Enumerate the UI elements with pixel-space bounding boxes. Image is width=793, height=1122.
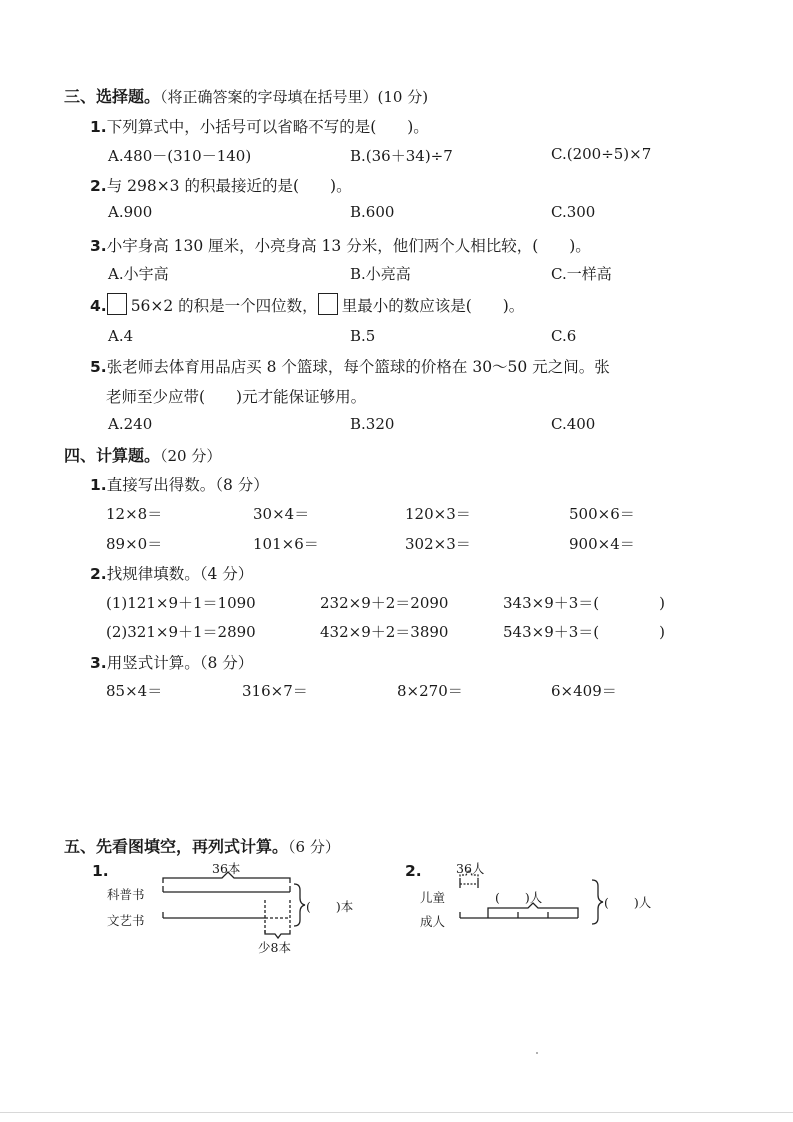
figure-2-row1-label: 儿童 <box>420 890 446 905</box>
figure-2-inner-blank[interactable]: ( )人 <box>495 890 543 905</box>
question-number: 5. <box>90 358 107 376</box>
question-text: 56×2 的积是一个四位数， <box>130 297 318 315</box>
part-number: 1. <box>90 476 107 494</box>
figure-2-adult-brace <box>488 903 578 912</box>
vertical-calc-item[interactable]: 8×270＝ <box>397 682 463 700</box>
part-label: 找规律填数。（4 分） <box>106 565 254 583</box>
question-text: 与 298×3 的积最接近的是( )。 <box>106 177 352 195</box>
section-4-note: （20 分） <box>160 447 222 465</box>
figure-2-row2-label: 成人 <box>420 914 446 929</box>
figure-number: 2. <box>405 862 422 880</box>
question-number: 1. <box>90 118 107 136</box>
figure-2-answer-blank[interactable]: ( )人 <box>604 895 652 910</box>
section-3-title: 三、选择题。 <box>64 87 161 106</box>
question-number: 3. <box>90 237 107 255</box>
part-number: 3. <box>90 654 107 672</box>
part-label: 直接写出得数。（8 分） <box>106 476 269 494</box>
option-c[interactable]: C.6 <box>551 327 577 345</box>
figure-2-top-label: 36人 <box>456 861 485 876</box>
question-text: 小宇身高 130 厘米，小亮身高 13 分米，他们两个人相比较，( )。 <box>106 237 591 255</box>
section-4-title: 四、计算题。 <box>64 446 161 465</box>
oral-calc-item[interactable]: 500×6＝ <box>569 505 635 523</box>
figure-1-top-label: 36本 <box>212 861 241 876</box>
option-a[interactable]: A.900 <box>108 203 153 221</box>
figure-1-row2-label: 文艺书 <box>107 913 145 928</box>
figure-1-diff-brace <box>265 930 290 938</box>
part-number: 2. <box>90 565 107 583</box>
option-a[interactable]: A.小宇高 <box>108 265 169 283</box>
question-number: 4. <box>90 297 107 315</box>
oral-calc-item[interactable]: 12×8＝ <box>106 505 163 523</box>
option-b[interactable]: B.600 <box>350 203 395 221</box>
option-c[interactable]: C.一样高 <box>551 265 612 283</box>
question-text: 张老师去体育用品店买 8 个篮球，每个篮球的价格在 30～50 元之间。张 <box>106 358 610 376</box>
page-bottom-edge <box>0 1112 793 1113</box>
figure-2-right-brace <box>592 880 603 924</box>
oral-calc-item[interactable]: 101×6＝ <box>253 535 319 553</box>
option-b[interactable]: B.(36＋34)÷7 <box>350 147 453 165</box>
oral-calc-item[interactable]: 302×3＝ <box>405 535 471 553</box>
figure-number: 1. <box>92 862 109 880</box>
option-b[interactable]: B.320 <box>350 415 395 433</box>
question-text-end: 里最小的数应该是( )。 <box>341 297 525 315</box>
oral-calc-item[interactable]: 120×3＝ <box>405 505 471 523</box>
figure-2-top-brace <box>460 870 478 880</box>
figure-1-answer-blank[interactable]: ( )本 <box>306 899 354 914</box>
vertical-calc-item[interactable]: 6×409＝ <box>551 682 617 700</box>
option-a[interactable]: A.240 <box>108 415 153 433</box>
option-a[interactable]: A.4 <box>108 327 134 345</box>
question-text: 下列算式中，小括号可以省略不写的是( )。 <box>106 118 429 136</box>
pattern-blank-item[interactable]: 343×9＋3＝( ) <box>503 594 665 612</box>
vertical-calc-item[interactable]: 85×4＝ <box>106 682 163 700</box>
option-a[interactable]: A.480－(310－140) <box>108 147 252 165</box>
pattern-item: (1)121×9＋1＝1090 <box>106 594 256 612</box>
pattern-item: (2)321×9＋1＝2890 <box>106 623 256 641</box>
part-label: 用竖式计算。（8 分） <box>106 654 254 672</box>
section-5-note: （6 分） <box>288 838 340 856</box>
option-b[interactable]: B.小亮高 <box>350 265 411 283</box>
pattern-item: 432×9＋2＝3890 <box>320 623 449 641</box>
option-b[interactable]: B.5 <box>350 327 376 345</box>
oral-calc-item[interactable]: 30×4＝ <box>253 505 310 523</box>
figure-1-row1-label: 科普书 <box>107 887 145 902</box>
vertical-calc-item[interactable]: 316×7＝ <box>242 682 308 700</box>
pattern-blank-item[interactable]: 543×9＋3＝( ) <box>503 623 665 641</box>
section-3-note: （将正确答案的字母填在括号里）(10 分) <box>160 88 429 106</box>
section-5-title: 五、先看图填空，再列式计算。 <box>64 837 289 856</box>
figure-1-diff-label: 少8本 <box>258 940 291 955</box>
figure-1-right-brace <box>294 884 305 926</box>
oral-calc-item[interactable]: 900×4＝ <box>569 535 635 553</box>
option-c[interactable]: C.300 <box>551 203 596 221</box>
oral-calc-item[interactable]: 89×0＝ <box>106 535 163 553</box>
figure-1-top-brace <box>163 872 290 883</box>
option-c[interactable]: C.400 <box>551 415 596 433</box>
stray-dot <box>536 1052 538 1054</box>
pattern-item: 232×9＋2＝2090 <box>320 594 449 612</box>
question-number: 2. <box>90 177 107 195</box>
option-c[interactable]: C.(200÷5)×7 <box>551 145 652 163</box>
question-text-line2: 老师至少应带( )元才能保证够用。 <box>106 388 367 406</box>
